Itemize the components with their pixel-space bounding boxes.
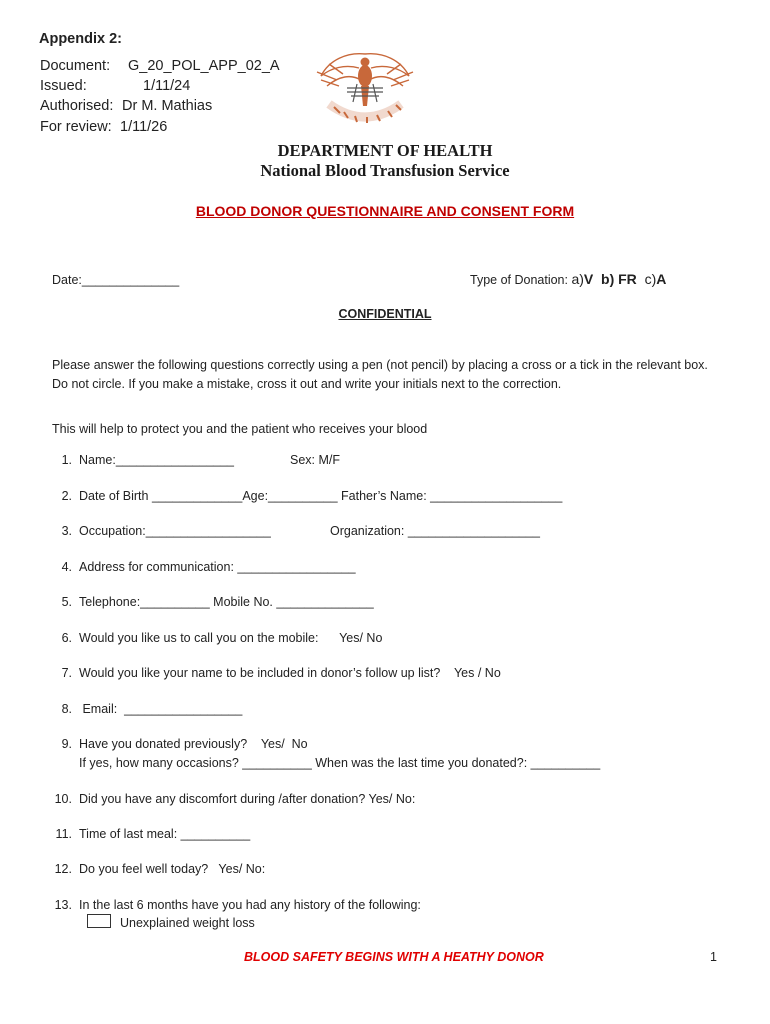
question-number: 12. bbox=[54, 862, 72, 876]
question-12 bbox=[52, 862, 732, 880]
call-mobile-field[interactable]: Would you like us to call you on the mobile: Yes/ No bbox=[79, 631, 383, 645]
weight-loss-checkbox[interactable] bbox=[87, 914, 111, 928]
question-number: 8. bbox=[61, 702, 72, 716]
meta-value: Dr M. Mathias bbox=[122, 98, 213, 114]
service-title: National Blood Transfusion Service bbox=[260, 161, 510, 180]
name-field[interactable]: Name:_________________ bbox=[79, 453, 234, 467]
telephone-field[interactable]: Telephone:__________ Mobile No. ______________ bbox=[79, 595, 374, 609]
organization-field[interactable]: Organization: ___________________ bbox=[330, 524, 540, 538]
appendix-heading: Appendix 2: bbox=[39, 31, 122, 47]
email-field[interactable]: Email: _________________ bbox=[79, 702, 243, 716]
feel-well-field[interactable]: Do you feel well today? Yes/ No: bbox=[79, 862, 266, 876]
issued-row bbox=[40, 78, 190, 94]
history-question: In the last 6 months have you had any history of the following: bbox=[79, 898, 421, 912]
donation-option-c[interactable]: A bbox=[656, 271, 667, 287]
question-1 bbox=[52, 453, 732, 471]
question-number: 7. bbox=[61, 666, 72, 680]
donation-type bbox=[470, 271, 666, 287]
meta-value: G_20_POL_APP_02_A bbox=[128, 58, 280, 74]
dob-age-father-field[interactable]: Date of Birth _____________Age:__________ Father’s Name: ___________________ bbox=[79, 489, 563, 503]
meta-value: 1/11/26 bbox=[120, 119, 168, 135]
weight-loss-label: Unexplained weight loss bbox=[120, 916, 255, 930]
occupation-field[interactable]: Occupation:__________________ bbox=[79, 524, 271, 538]
address-field[interactable]: Address for communication: _________________ bbox=[79, 560, 356, 574]
question-6 bbox=[52, 631, 732, 649]
confidential-heading: CONFIDENTIAL bbox=[338, 307, 432, 321]
question-4 bbox=[52, 560, 732, 578]
question-number: 9. bbox=[61, 737, 72, 751]
question-5 bbox=[52, 595, 732, 613]
department-title: DEPARTMENT OF HEALTH bbox=[277, 141, 493, 160]
donation-option-b[interactable]: b) FR bbox=[593, 271, 637, 287]
donation-option-a[interactable]: V bbox=[583, 271, 594, 287]
last-meal-field[interactable]: Time of last meal: __________ bbox=[79, 827, 251, 841]
question-13 bbox=[52, 898, 732, 916]
png-emblem-icon bbox=[307, 46, 423, 128]
question-3 bbox=[52, 524, 732, 542]
review-row bbox=[40, 119, 167, 135]
donation-label: Type of Donation: bbox=[470, 273, 572, 287]
page-number: 1 bbox=[710, 950, 717, 964]
meta-value: 1/11/24 bbox=[143, 78, 191, 94]
donation-option-a-prefix: a) bbox=[571, 271, 584, 287]
footer-slogan: BLOOD SAFETY BEGINS WITH A HEATHY DONOR bbox=[244, 950, 544, 964]
question-2 bbox=[52, 489, 732, 507]
question-number: 5. bbox=[61, 595, 72, 609]
meta-label: Authorised: bbox=[40, 98, 114, 114]
question-number: 11. bbox=[55, 827, 72, 841]
instructions-paragraph: Please answer the following questions correctly using a pen (not pencil) by placing a cross or a tick in the relevant box. Do not circle. If you make a mistake, cross it out and write your initials next to the correction. bbox=[52, 358, 708, 391]
question-9 bbox=[52, 737, 732, 777]
document-id-row bbox=[40, 58, 280, 74]
discomfort-field[interactable]: Did you have any discomfort during /after donation? Yes/ No: bbox=[79, 792, 416, 806]
protect-note: This will help to protect you and the patient who receives your blood bbox=[52, 422, 428, 436]
question-10 bbox=[52, 792, 732, 810]
question-11 bbox=[52, 827, 732, 845]
question-number: 10. bbox=[54, 792, 72, 806]
meta-label: For review: bbox=[40, 119, 112, 135]
question-7 bbox=[52, 666, 732, 684]
authorised-row bbox=[40, 98, 212, 114]
question-number: 4. bbox=[61, 560, 72, 574]
donated-previously-field[interactable]: Have you donated previously? Yes/ No bbox=[79, 737, 308, 751]
follow-up-list-field[interactable]: Would you like your name to be included in donor’s follow up list? Yes / No bbox=[79, 666, 501, 680]
date-field[interactable]: Date:______________ bbox=[52, 273, 180, 287]
question-number: 6. bbox=[61, 631, 72, 645]
donation-history-field[interactable]: If yes, how many occasions? __________ When was the last time you donated?: __________ bbox=[79, 756, 601, 770]
question-number: 3. bbox=[61, 524, 72, 538]
question-8 bbox=[52, 702, 732, 720]
question-number: 1. bbox=[61, 453, 72, 467]
meta-label: Issued: bbox=[40, 78, 87, 94]
meta-label: Document: bbox=[40, 58, 111, 74]
form-title: BLOOD DONOR QUESTIONNAIRE AND CONSENT FORM bbox=[195, 203, 575, 219]
sex-field[interactable]: Sex: M/F bbox=[290, 453, 341, 467]
question-number: 13. bbox=[54, 898, 72, 912]
donation-option-c-prefix: c) bbox=[636, 271, 657, 287]
question-number: 2. bbox=[61, 489, 72, 503]
